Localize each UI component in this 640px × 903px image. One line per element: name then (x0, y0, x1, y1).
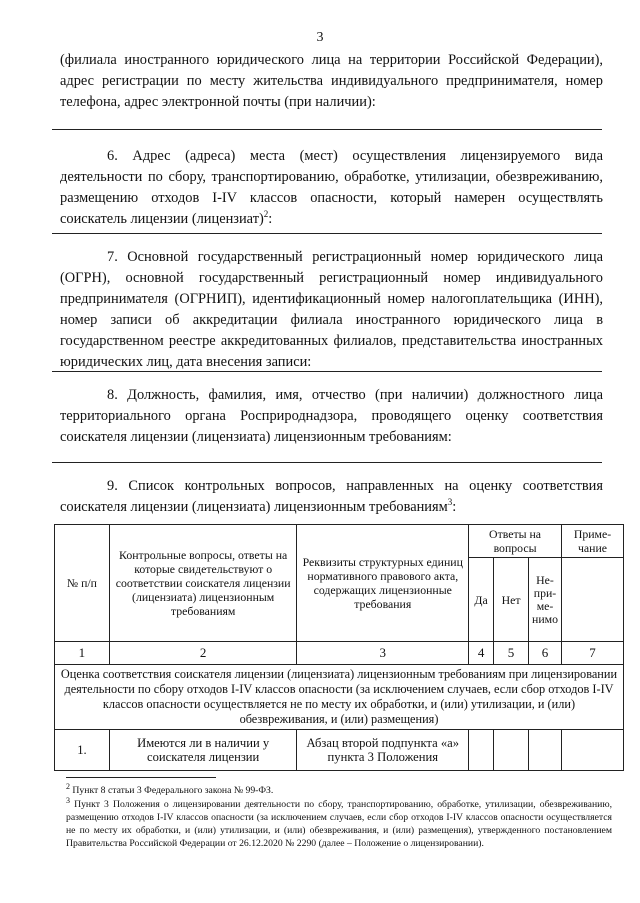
footnote-3-mark: 3 (66, 795, 70, 805)
footnote-ref-3: 3 (447, 497, 453, 508)
header-note-empty (562, 558, 624, 642)
paragraph-6-tail: : (268, 211, 273, 227)
blank-line-registration (52, 371, 602, 372)
column-number: 6 (529, 642, 562, 665)
row-answer-no[interactable] (494, 730, 529, 771)
paragraph-9-text: 9. Список контрольных вопросов, направленных на оценку соответствия соискателя лицензии (лицензиата) лицензионным требованиям (60, 478, 603, 515)
column-number: 4 (469, 642, 494, 665)
row-number: 1. (55, 730, 110, 771)
column-number-row (55, 642, 624, 665)
footnote-ref-2: 2 (263, 209, 269, 220)
row-note[interactable] (562, 730, 624, 771)
header-answers: Ответы на вопросы (469, 525, 562, 558)
footnote-2-mark: 2 (66, 781, 70, 791)
header-number: № п/п (55, 525, 110, 642)
footnote-3-text: Пункт 3 Положения о лицензировании деятельности по сбору, транспортированию, обработке, утилизации, обезвреживанию, размещению отходов I-IV классов опасности (за исключением случаев, если сбор отходов I-IV классов опасности осуществляется не по месту их обработки, и (или) утилизации, и (или) обезвреживания, и (или) размещения), утвержденного постановлением Правительства Российской Федерации от 26.12.2020 № 2290 (далее – Положение о лицензировании). (66, 799, 612, 849)
row-answer-na[interactable] (529, 730, 562, 771)
footnote-separator (66, 777, 216, 778)
paragraph-8-official: 8. Должность, фамилия, имя, отчество (при наличии) должностного лица территориального органа Росприроднадзора, проводящего оценку соответствия соискателя лицензии (лицензиата) лицензионным требованиям: (60, 387, 603, 445)
checklist-table (54, 524, 624, 771)
paragraph-9-checklist-intro (60, 476, 603, 518)
header-not-applicable: Не-при-ме-нимо (529, 558, 562, 642)
footnote-2 (66, 781, 612, 797)
paragraph-6-activity-address (60, 146, 603, 230)
column-number: 1 (55, 642, 110, 665)
row-question: Имеются ли в наличии у соискателя лицензии (109, 730, 297, 771)
paragraph-7-registration-numbers: 7. Основной государственный регистрационный номер юридического лица (ОГРН), основной государственный регистрационный номер индивидуального предпринимателя (ОГРНИП), идентификационный номер налогоплательщика (ИНН), номер записи об аккредитации филиала иностранного юридического лица в государственном реестре аккредитованных филиалов, представительства иностранных юридических лиц, дата внесения записи: (60, 249, 603, 370)
table-row (55, 730, 624, 771)
blank-line-address (52, 129, 602, 130)
header-no: Нет (494, 558, 529, 642)
blank-line-activity-address (52, 233, 602, 234)
column-number: 7 (562, 642, 624, 665)
blank-line-official (52, 462, 602, 463)
paragraph-applicant-address: (филиала иностранного юридического лица на территории Российской Федерации), адрес регистрации по месту жительства индивидуального предпринимателя, номер телефона, адрес электронной почты (при наличии): (60, 52, 603, 110)
row-answer-yes[interactable] (469, 730, 494, 771)
paragraph-6-text: 6. Адрес (адреса) места (мест) осуществления лицензируемого вида деятельности по сбору, транспортированию, обработке, утилизации, обезвреживанию, размещению отходов I-IV классов опасности, который намерен осуществлять соискатель лицензии (лицензиат) (60, 148, 603, 227)
column-number: 3 (297, 642, 469, 665)
footnote-3 (66, 795, 612, 850)
paragraph-9-tail: : (452, 499, 457, 515)
header-questions: Контрольные вопросы, ответы на которые свидетельствуют о соответствии соискателя лицензии (лицензиата) лицензионным требованиям (109, 525, 297, 642)
column-number: 5 (494, 642, 529, 665)
section-title: Оценка соответствия соискателя лицензии (лицензиата) лицензионным требованиям при лицензировании деятельности по сбору отходов I-IV классов опасности (за исключением случаев, если сбор отходов I-IV классов опасности осуществляется не по месту их обработки, и (или) утилизации, и (или) обезвреживания, и (или) размещения) (55, 665, 624, 730)
column-number: 2 (109, 642, 297, 665)
header-yes: Да (469, 558, 494, 642)
page-number: 3 (316, 30, 324, 45)
header-requisites: Реквизиты структурных единиц нормативного правового акта, содержащих лицензионные требования (297, 525, 469, 642)
row-requisite: Абзац второй подпункта «а» пункта 3 Положения (297, 730, 469, 771)
header-note: Приме-чание (562, 525, 624, 558)
footnote-2-text: Пункт 8 статьи 3 Федерального закона № 99-ФЗ. (72, 785, 274, 796)
